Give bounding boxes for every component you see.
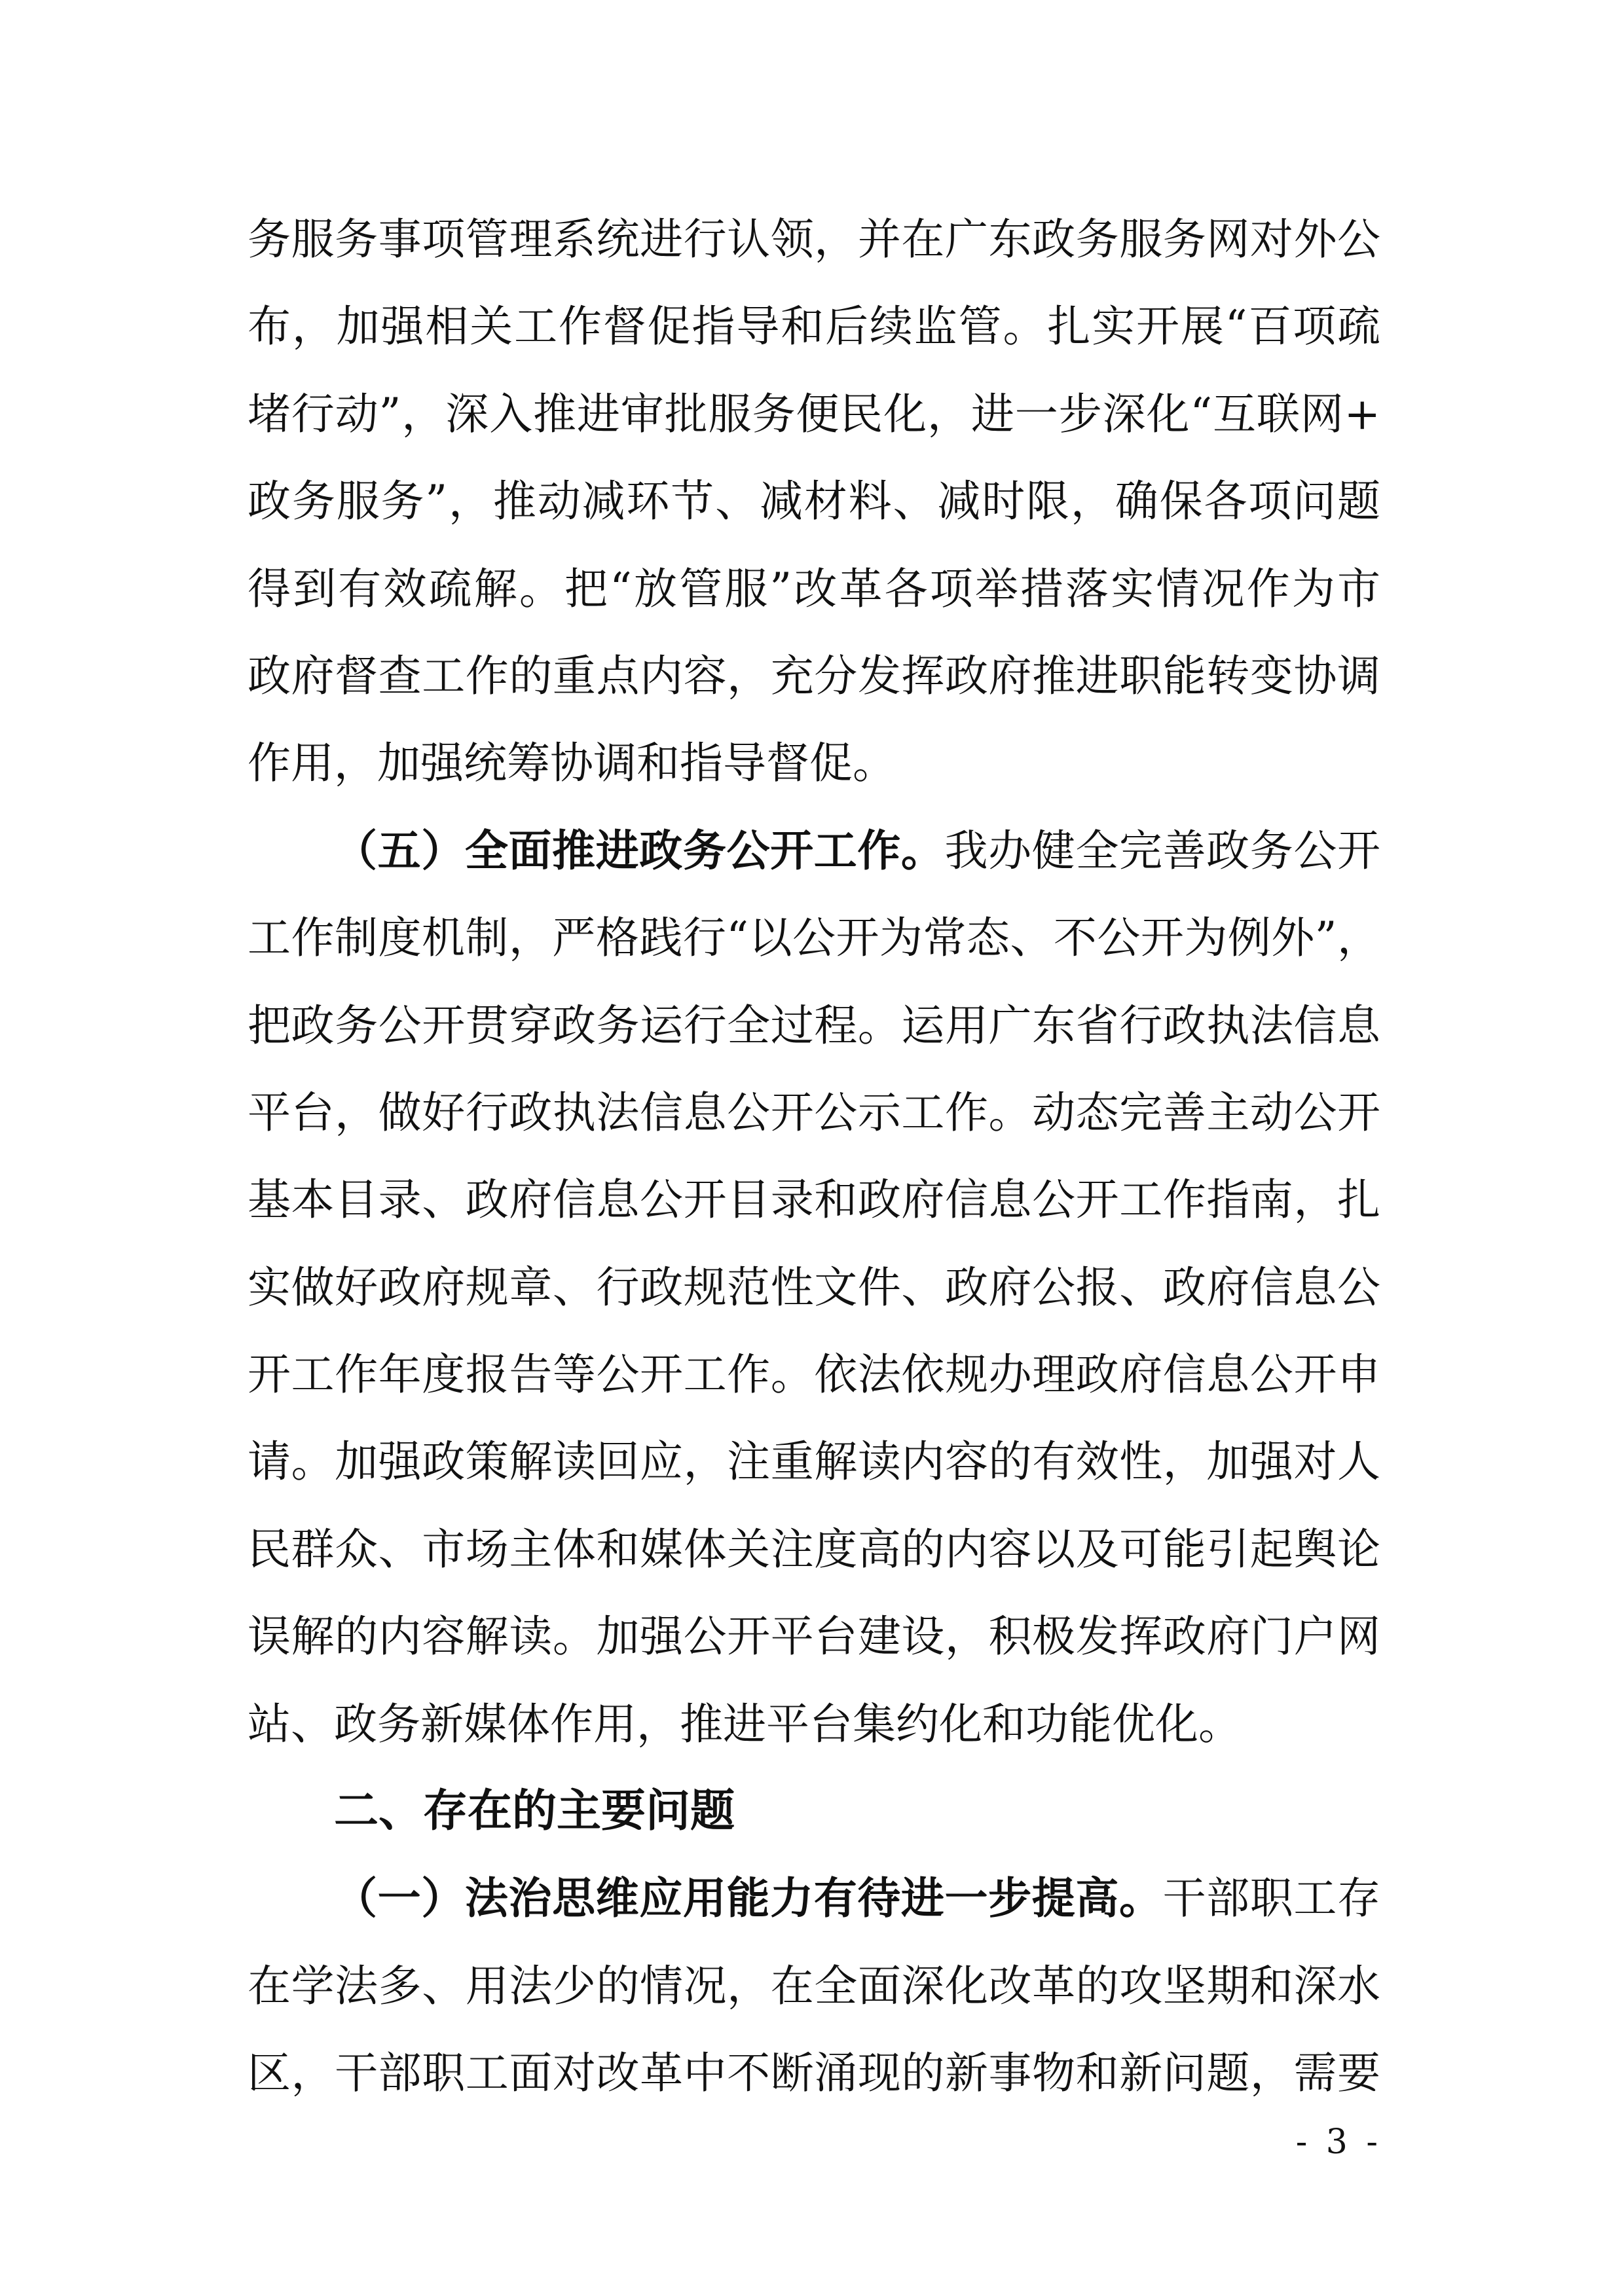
text-run: 站、政务新媒体作用，推进平台集约化和功能优化。: [248, 1698, 1242, 1749]
text-run: 我办健全完善政务公开: [944, 825, 1381, 876]
text-run: 干部职工存: [1162, 1873, 1381, 1924]
section-heading: [248, 1768, 1380, 1855]
text-run: 请。加强政策解读回应，注重解读内容的有效性，加强对人: [248, 1436, 1380, 1487]
text-line: [248, 196, 1380, 283]
text-line: [248, 2030, 1380, 2117]
text-line: [248, 807, 1380, 894]
text-run: 平台，做好行政执法信息公开公示工作。动态完善主动公开: [248, 1087, 1380, 1138]
bold-text-run: （五）全面推进政务公开工作。: [334, 824, 945, 876]
text-run: 基本目录、政府信息公开目录和政府信息公开工作指南，扎: [248, 1175, 1380, 1226]
text-run: 误解的内容解读。加强公开平台建设，积极发挥政府门户网: [248, 1611, 1380, 1662]
text-run: 政府督查工作的重点内容，充分发挥政府推进职能转变协调: [248, 650, 1380, 701]
text-line: [248, 283, 1380, 370]
text-run: 堵行动”，深入推进审批服务便民化，进一步深化“互联网+: [248, 388, 1380, 439]
text-run: 工作制度机制，严格践行“以公开为常态、不公开为例外”，: [248, 913, 1380, 964]
text-run: 民群众、市场主体和媒体关注度高的内容以及可能引起舆论: [248, 1523, 1380, 1575]
text-line: [248, 1593, 1380, 1680]
bold-text-run: 二、存在的主要问题: [334, 1785, 735, 1838]
text-line: [248, 1156, 1380, 1243]
text-line: [248, 1855, 1380, 1942]
text-line: [248, 1244, 1380, 1331]
bold-text-run: （一）法治思维应用能力有待进一步提高。: [334, 1872, 1163, 1924]
text-line: [248, 545, 1380, 632]
text-run: 政务服务”，推动减环节、减材料、减时限，确保各项问题: [248, 476, 1380, 527]
text-run: 把政务公开贯穿政务运行全过程。运用广东省行政执法信息: [248, 1000, 1380, 1051]
text-run: 开工作年度报告等公开工作。依法依规办理政府信息公开申: [248, 1349, 1380, 1400]
text-line: [248, 1069, 1380, 1156]
text-line: [248, 1506, 1380, 1593]
text-line: [248, 1418, 1380, 1505]
text-line: [248, 458, 1380, 545]
text-run: 在学法多、用法少的情况，在全面深化改革的攻坚期和深水: [248, 1960, 1380, 2011]
text-line: [248, 1942, 1380, 2030]
text-line: [248, 1331, 1380, 1418]
text-line: [248, 720, 1380, 807]
text-line: [248, 1681, 1380, 1768]
document-body: [248, 196, 1380, 2117]
text-line: [248, 371, 1380, 458]
text-run: 实做好政府规章、行政规范性文件、政府公报、政府信息公: [248, 1262, 1380, 1313]
text-run: 区，干部职工面对改革中不断涌现的新事物和新问题，需要: [248, 2048, 1380, 2099]
text-line: [248, 982, 1380, 1069]
text-run: 务服务事项管理系统进行认领，并在广东政务服务网对外公: [248, 214, 1380, 264]
text-line: [248, 632, 1380, 720]
text-line: [248, 894, 1380, 981]
text-run: 得到有效疏解。把“放管服”改革各项举措落实情况作为市: [248, 563, 1380, 614]
text-run: 作用，加强统筹协调和指导督促。: [248, 738, 896, 789]
page-number: - 3 -: [1295, 2123, 1382, 2162]
text-run: 布，加强相关工作督促指导和后续监管。扎实开展“百项疏: [248, 301, 1380, 352]
